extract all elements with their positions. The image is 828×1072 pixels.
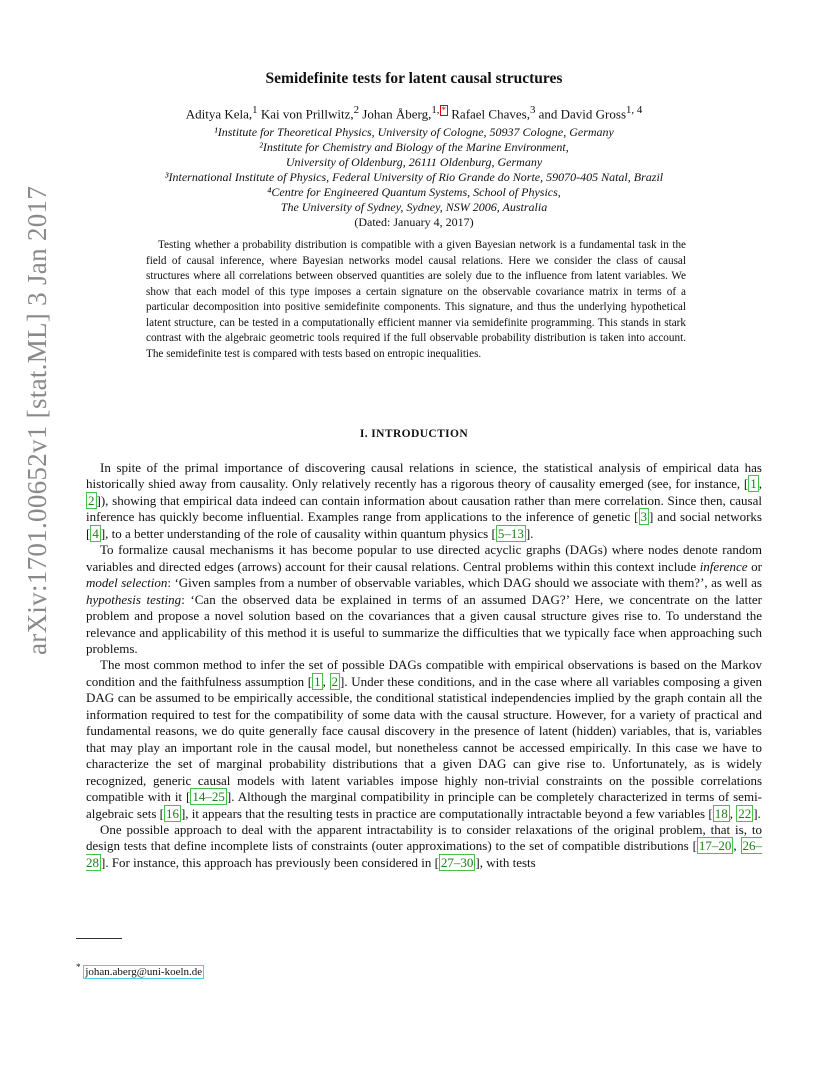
footnote-link[interactable]: * [441,105,446,115]
citation-link[interactable]: 27–30 [440,854,474,870]
footnote-marker: * [76,962,81,972]
footnote-divider [76,938,122,939]
text-run: ]. [525,525,534,541]
emphasis: inference [699,558,748,574]
affiliation-superscript: 1, 4 [626,104,643,116]
paragraph [86,657,762,822]
text-run: ]. [753,805,761,821]
text-run: ]. Although the marginal compatibility in principle can be completely characterized in terms of semi-algebraic sets [ [86,789,763,821]
section-heading-introduction: I. INTRODUCTION [359,428,469,440]
author-name: Johan Åberg, [359,106,432,122]
paragraph [86,460,762,542]
affiliation-superscript: 3 [529,104,536,116]
affiliation-line: ³International Institute of Physics, Federal University of Rio Grande do Norte, 59070-405 Natal, Brazil [164,170,664,184]
citation-link[interactable]: 22 [738,805,752,821]
citation-link[interactable]: 5–13 [497,525,524,541]
citation-link[interactable]: 1 [314,673,321,689]
text-run: , [729,805,737,821]
citation-link[interactable]: 18 [714,805,728,821]
text-run: , [322,673,330,689]
citation-link[interactable]: 17–20 [698,838,732,854]
affiliation-superscript: 1 [252,104,258,116]
emphasis: model selection [86,575,168,591]
citation-link[interactable]: 2 [331,673,339,689]
text-run: ] and social networks [ [86,509,762,541]
citation-link[interactable]: 3 [640,509,648,525]
author-name: Kai von Prillwitz, [257,106,354,122]
citation-link[interactable]: 14–25 [192,789,225,805]
text-run: The most common method to infer the set of possible DAGs compatible with empirical observations is based on the Markov condition and the faithfulness assumption [ [86,657,762,689]
email-link[interactable]: johan.aberg@uni-koeln.de [85,965,203,978]
text-run: ]), showing that empirical data indeed can contain information about causation rather than mere correlation. Since then, causal inference has quickly become influential. Examples range from applications to the inference of genetic [ [86,492,762,525]
introduction-body [86,460,762,871]
affiliation-line: The University of Sydney, Sydney, NSW 2006, Australia [280,200,548,214]
text-run: ], to a better understanding of the role of causality within quantum physics [ [100,525,496,541]
affiliation-superscript: 1, [431,104,440,116]
affiliation-line: University of Oldenburg, 26111 Oldenburg, Germany [285,155,543,169]
abstract: Testing whether a probability distribution is compatible with a given Bayesian network is a fundamental task in the field of causal inference, where Bayesian networks model causal relations. Here we consider the class of causal structures where all correlations between observed quantities are solely due to the influence from latent variables. We show that each model of this type imposes a certain signature on the observable covariance matrix in terms of a particular decomposition into positive semidefinite components. This signature, and thus the underlying hypothetical latent structure, can be tested in a computationally efficient manner via semidefinite programming. This stands in stark contrast with the algebraic geometric tools required if the full observable probability distribution is taken into account. The semidefinite test is compared with tests based on entropic inequalities. [146,239,686,360]
affiliation-superscript: 2 [353,104,360,116]
paragraph [86,822,762,871]
text-run: , [758,476,762,492]
citation-link[interactable]: 16 [165,805,179,821]
text-run: ]. Under these conditions, and in the case where all variables composing a given DAG can be assumed to be empirically accessible, the conditional statistical independencies implied by the graph contain all the information required to test for the compatibility of some data with the causal structure. However, for a variety of practical and fundamental reasons, we do quite generally face causal discovery in the presence of latent (hidden) variables, that is, variables that may play an important role in the causal model, but nonetheless cannot be accessed empirically. In this case we have to characterize the set of marginal probability distributions that a given DAG can give rise to. Unfortunately, as is widely recognized, generic causal models with latent variables impose highly non-trivial constraints on the possible correlations compatible with it [ [86,673,762,805]
affiliation-line: ¹Institute for Theoretical Physics, University of Cologne, 50937 Cologne, Germany [214,125,614,139]
text-run: or [747,558,762,574]
text-run: : ‘Can the observed data be explained in terms of an assumed DAG?’ Here, we concentrate on the latter problem and propose a novel solution based on the covariances that a given causal structure gives rise to. To understand the relevance and applicability of this method it is useful to summarize the difficulties that we typically face when approaching such problems. [86,591,763,656]
citation-link[interactable]: 26–28 [86,838,762,870]
author-name: and David Gross [535,106,627,122]
text-run: To formalize causal mechanisms it has become popular to use directed acyclic graphs (DAGs) where nodes denote random variables and directed edges (arrows) account for their causal relations. Central problems within this context include [86,542,762,574]
author-name: Aditya Kela, [185,106,253,122]
text-run: ], with tests [475,854,536,870]
date-line: (Dated: January 4, 2017) [354,215,474,229]
affiliation-line: ²Institute for Chemistry and Biology of the Marine Environment, [259,140,569,154]
citation-link[interactable]: 4 [92,525,99,541]
paragraph [86,542,762,657]
emphasis: hypothesis testing [86,591,182,607]
text-run: In spite of the primal importance of discovering causal relations in science, the statistical analysis of empirical data has historically shied away from causality. Only relatively recently has a rigorous theory of causality emerged (see, for instance, [ [86,460,762,492]
author-list [0,104,828,122]
text-run: : ‘Given samples from a number of observable variables, which DAG should we associate with them?’, as well as [167,575,762,591]
paper-title: Semidefinite tests for latent causal structures [265,70,563,87]
text-run: ]. For instance, this approach has previously been considered in [ [101,854,439,870]
text-run: ], it appears that the resulting tests in practice are computationally intractable beyond a few variables [ [180,805,713,821]
text-run: , [733,838,741,854]
citation-link[interactable]: 1 [750,476,757,492]
citation-link[interactable]: 2 [88,492,95,508]
footnote [76,962,204,978]
arxiv-identifier-stamp: arXiv:1701.00652v1 [stat.ML] 3 Jan 2017 [22,185,52,655]
text-run: One possible approach to deal with the apparent intractability is to consider relaxations of the original problem, that is, to design tests that define incomplete lists of constraints (outer approximations) to the set of compatible distributions [ [86,821,762,854]
affiliation-line: ⁴Centre for Engineered Quantum Systems, School of Physics, [267,185,561,199]
author-name: Rafael Chaves, [448,106,530,122]
